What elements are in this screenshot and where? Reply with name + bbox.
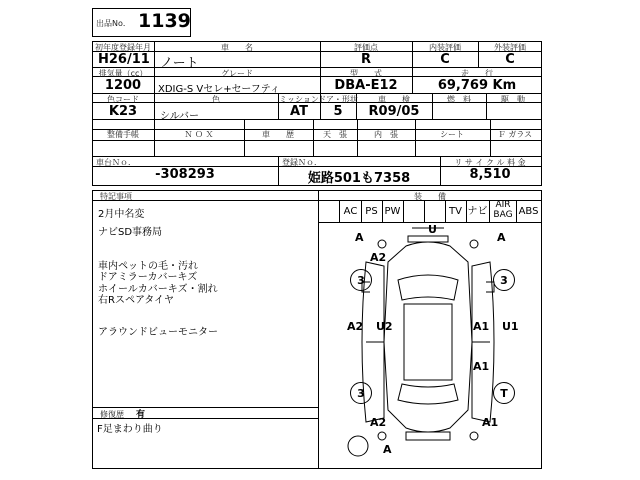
grade-value: XDIG-S Vセレ+セーフティ — [158, 84, 280, 95]
damage-label: A — [383, 443, 392, 456]
manual-label: 整備手帳 — [107, 130, 139, 139]
year-value: H26/11 — [98, 52, 150, 67]
name-value: ノート — [160, 56, 199, 71]
seat-label: シート — [440, 130, 464, 139]
exterior-label: 外装評価 — [494, 43, 526, 52]
inspection-value: R09/05 — [368, 104, 420, 119]
damage-label: A1 — [473, 360, 490, 373]
nox-label: Ｎ Ｏ Ｘ — [184, 130, 214, 139]
damage-label: A2 — [347, 320, 364, 333]
model-value: DBA-E12 — [334, 78, 398, 93]
damage-label: A1 — [473, 320, 490, 333]
cc-label: 排気量（cc） — [98, 69, 148, 78]
history-label: 車 歴 — [262, 130, 294, 139]
color-label: 色 — [212, 95, 220, 104]
damage-label: A — [355, 231, 364, 244]
score-label: 評価点 — [354, 43, 378, 52]
cc-value: 1200 — [104, 78, 142, 93]
reg-label: 登録Ｎｏ． — [282, 158, 322, 167]
mission-label: ミッション — [279, 95, 319, 104]
recycle-label: リ サ イ ク ル 料 金 — [454, 158, 526, 167]
door-value: 5 — [333, 104, 343, 119]
damage-label: A2 — [370, 416, 387, 429]
interior-value: C — [440, 52, 450, 67]
mileage-label: 走 行 — [461, 69, 493, 78]
fuel-label: 燃 料 — [447, 95, 471, 104]
color-value: シルバー — [160, 111, 200, 122]
mission-value: AT — [290, 104, 308, 119]
damage-label: A — [497, 231, 506, 244]
recycle-value: 8,510 — [469, 167, 511, 182]
equip-abs: ABS — [518, 206, 539, 217]
note-line: 車内ペットの毛・汚れ — [98, 261, 198, 272]
roof-label: 天 張 — [323, 130, 347, 139]
damage-label: A1 — [482, 416, 499, 429]
equip-airbag: AIR BAG — [493, 200, 513, 220]
interior-trim-label: 内 張 — [374, 130, 398, 139]
equip-tv: TV — [449, 206, 462, 217]
damage-label: U2 — [376, 320, 393, 333]
note-line: アラウンドビューモニター — [98, 327, 218, 338]
interior-label: 内装評価 — [429, 43, 461, 52]
score-value: R — [360, 52, 372, 67]
note-line: ナビSD事務局 — [98, 227, 163, 238]
reg-value: 姫路501も7358 — [307, 171, 411, 186]
note-line: 2月中名変 — [98, 209, 145, 220]
car-diagram — [318, 222, 541, 468]
damage-label: A2 — [370, 251, 387, 264]
door-label: ドア・形状 — [318, 95, 358, 104]
equip-pw: PW — [384, 206, 401, 217]
color-code-value: K23 — [108, 104, 138, 119]
chassis-value: -308293 — [155, 167, 215, 182]
tire-rear-left: 3 — [350, 382, 372, 404]
lot-number: 1139 — [138, 10, 191, 32]
damage-label: U — [428, 223, 437, 236]
repair-value: 有 — [136, 410, 146, 420]
glass-label: Ｆ ガラス — [497, 130, 533, 139]
damage-label: U1 — [502, 320, 519, 333]
equip-navi: ナビ — [467, 206, 488, 217]
repair-note: F足まわり曲り — [97, 424, 163, 435]
tire-front-right: 3 — [493, 269, 515, 291]
repair-label: 修復歴 — [100, 410, 124, 419]
equip-ps: PS — [365, 206, 378, 217]
grade-label: グレード — [221, 69, 253, 78]
mileage-value: 69,769 Km — [437, 78, 517, 93]
name-label: 車 名 — [221, 43, 253, 52]
equip-ac: AC — [343, 206, 358, 217]
inspection-label: 車 検 — [378, 95, 410, 104]
chassis-label: 車台Ｎｏ． — [96, 158, 136, 167]
lot-label: 出品No． — [96, 19, 131, 28]
notes-label: 特記事項 — [100, 192, 132, 201]
year-label: 初年度登録年月 — [95, 43, 151, 52]
tire-front-left: 3 — [350, 269, 372, 291]
model-label: 型 式 — [350, 69, 382, 78]
exterior-value: C — [505, 52, 515, 67]
note-line: ホイールカバーキズ・割れ — [98, 284, 218, 295]
equipment-label: 装 備 — [414, 192, 446, 201]
tire-rear-right: T — [493, 382, 515, 404]
note-line: 右Rスペアタイヤ — [98, 295, 175, 306]
color-code-label: 色コード — [107, 95, 139, 104]
note-line: ドアミラーカバーキズ — [98, 272, 198, 283]
drive-label: 駆 動 — [501, 95, 525, 104]
